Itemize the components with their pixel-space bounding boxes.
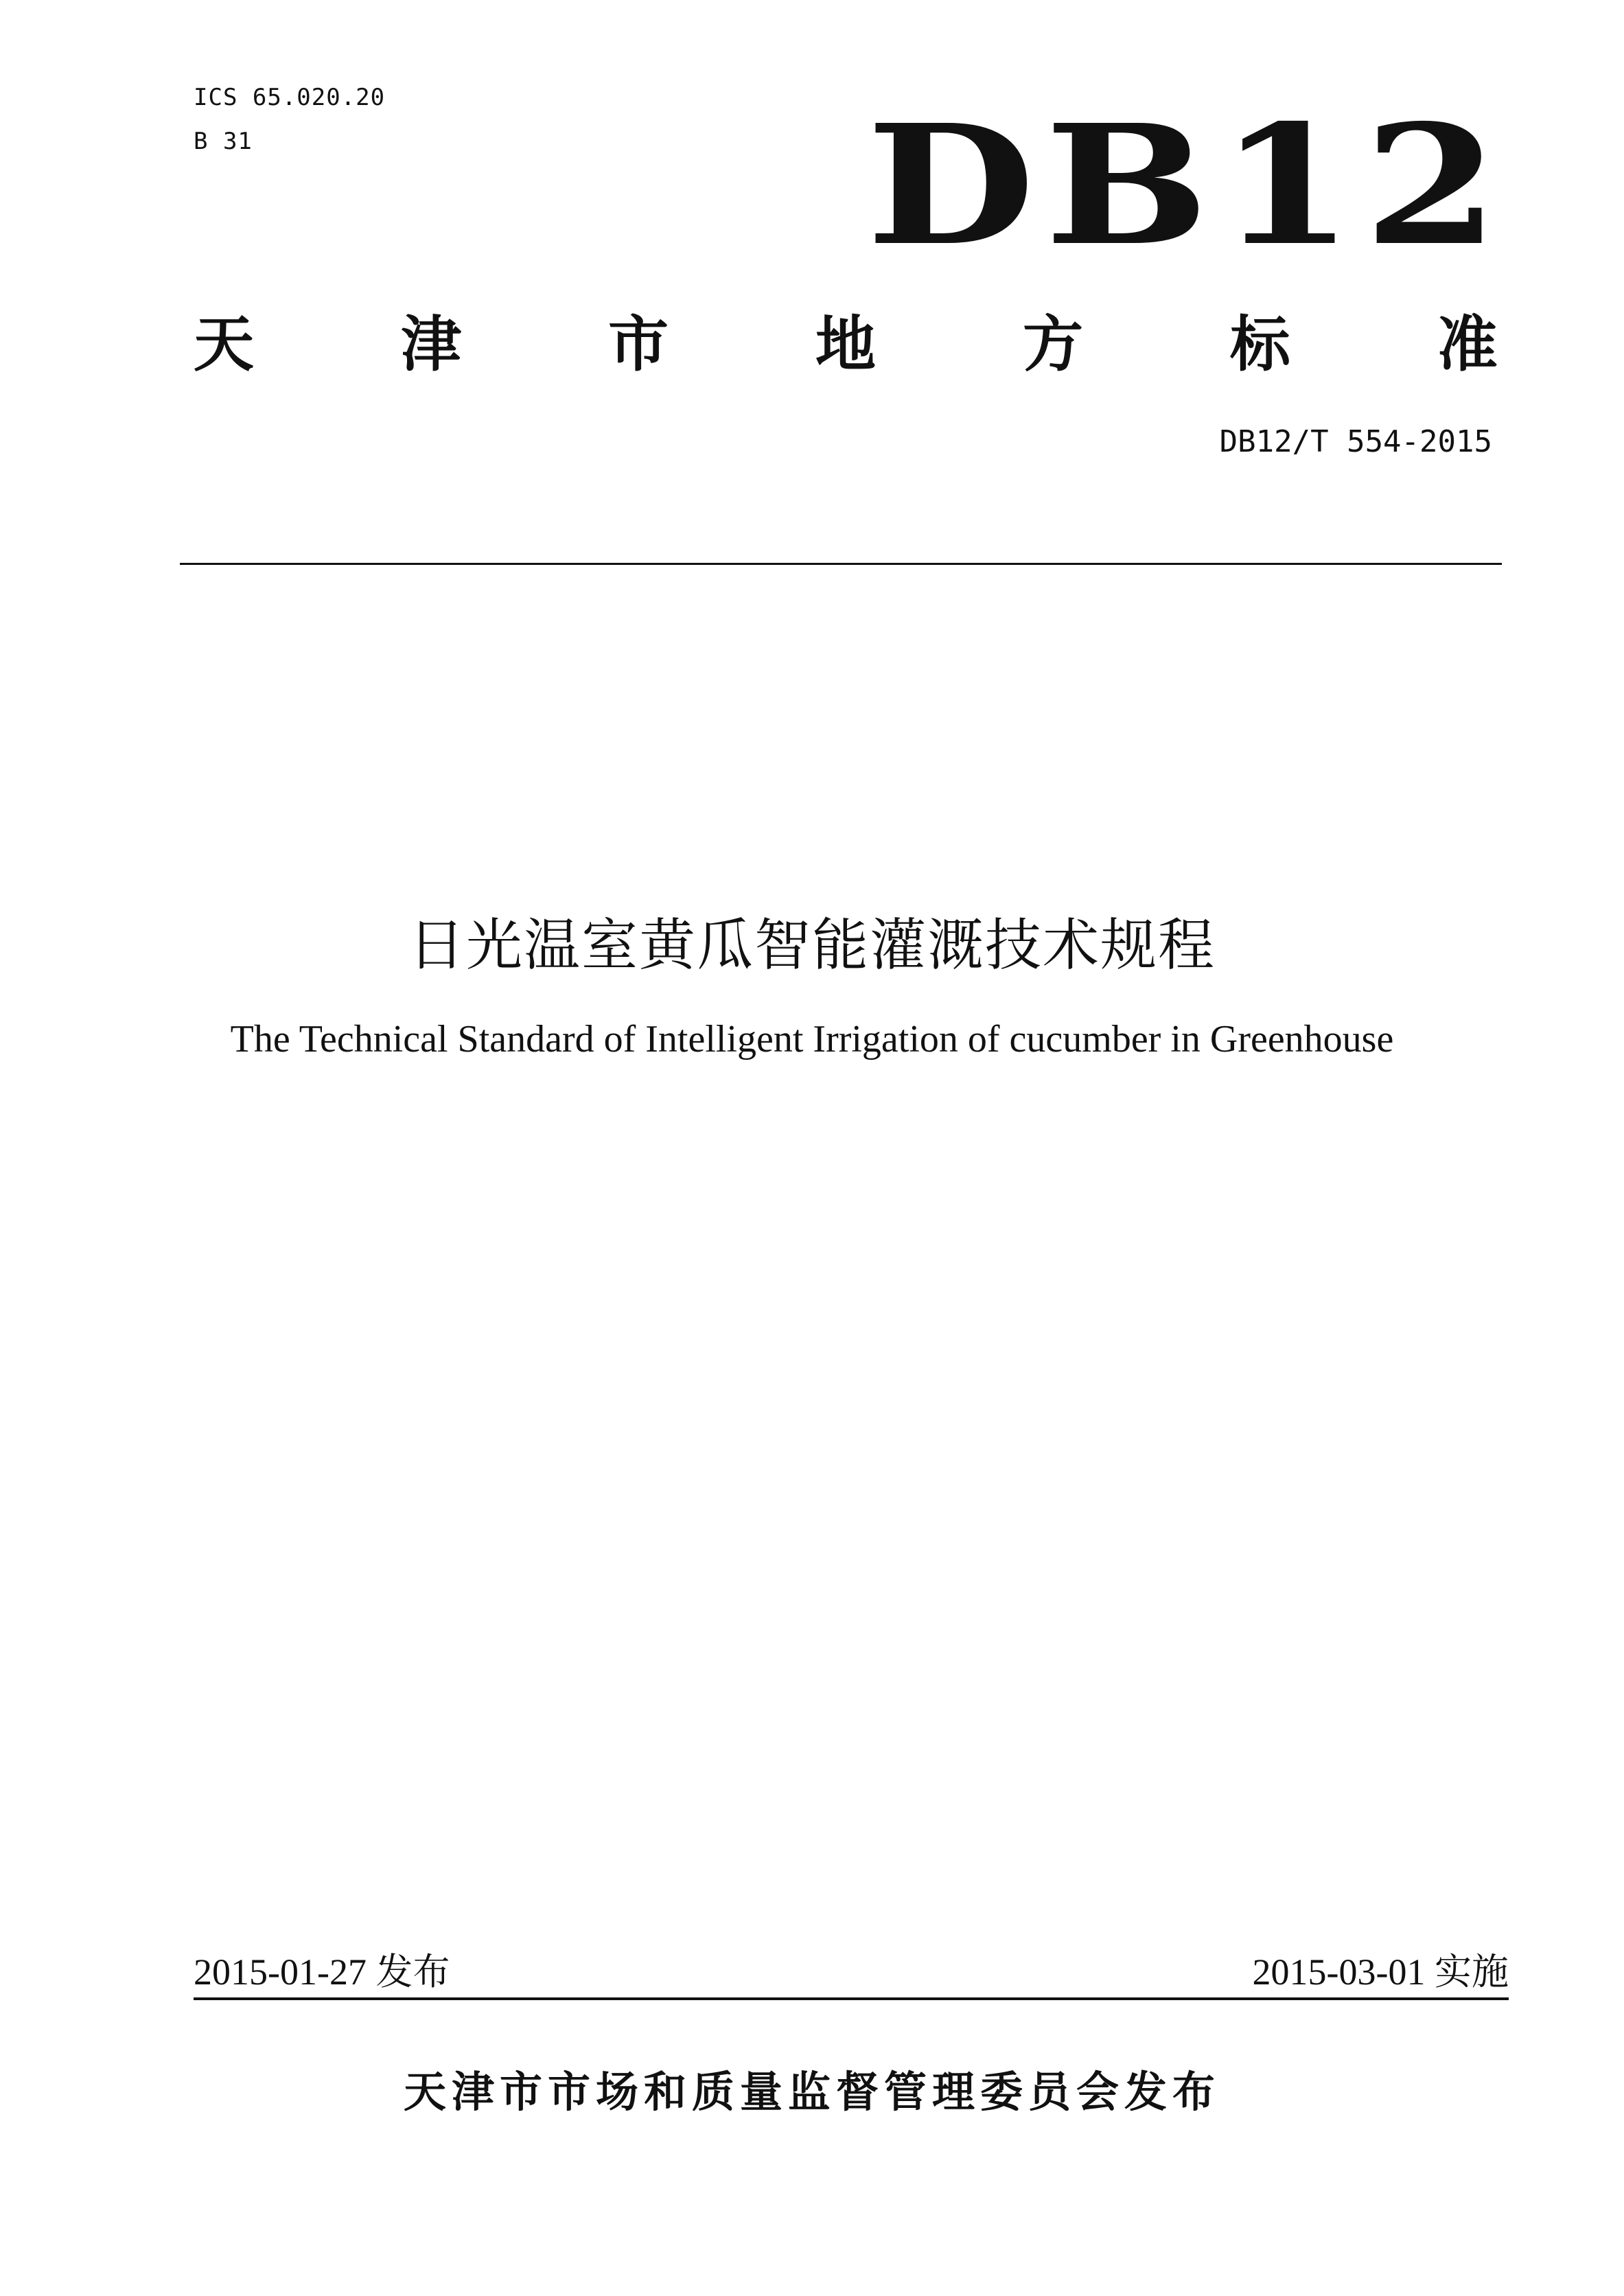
standard-type-char: 标 <box>1229 309 1290 380</box>
ics-code: ICS 65.020.20 <box>194 84 386 111</box>
header-divider <box>180 563 1502 565</box>
standard-type-char: 津 <box>400 309 461 380</box>
classification-code: B 31 <box>194 128 253 155</box>
issue-date: 2015-01-27 发布 <box>194 1951 450 1993</box>
standard-type-char: 天 <box>194 309 255 380</box>
standard-type-char: 地 <box>815 309 876 380</box>
document-title-chinese: 日光温室黄瓜智能灌溉技术规程 <box>408 913 1216 978</box>
standard-type-char: 准 <box>1437 309 1498 380</box>
implementation-date: 2015-03-01 实施 <box>1252 1951 1509 1993</box>
db12-logo: DB12 <box>866 89 1509 282</box>
standard-type-char: 方 <box>1022 309 1083 380</box>
standard-type-heading <box>194 302 1498 378</box>
publisher: 天津市市场和质量监督管理委员会发布 <box>403 2067 1220 2117</box>
document-title-english: The Technical Standard of Intelligent Irrigation of cucumber in Greenhouse <box>230 1018 1394 1060</box>
standard-code: DB12/T 554-2015 <box>1219 424 1492 459</box>
footer-divider <box>194 1997 1509 2000</box>
standard-type-char: 市 <box>607 309 669 380</box>
